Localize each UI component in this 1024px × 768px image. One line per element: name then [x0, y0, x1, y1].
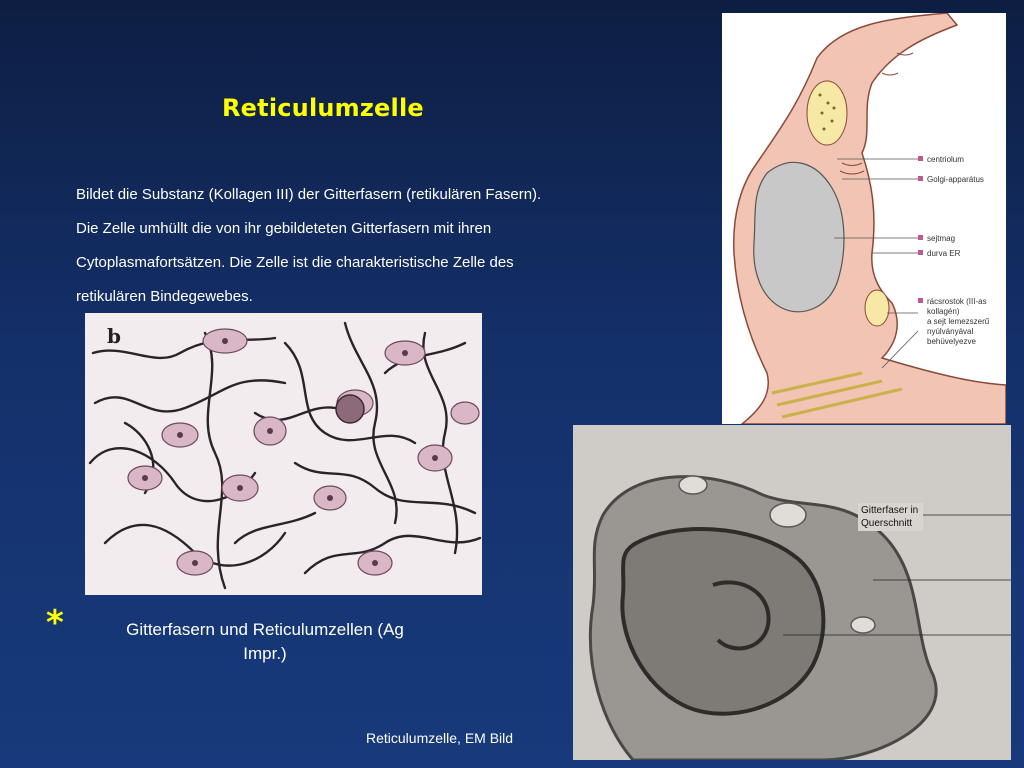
panel-letter: b: [107, 324, 121, 348]
em-micrograph-drawing: [573, 425, 1011, 760]
label-fibers-2: kollagén): [927, 307, 960, 316]
label-centriolum: centriolum: [927, 155, 964, 164]
bullet-star: *: [46, 603, 64, 643]
light-micrograph-caption: [110, 618, 420, 666]
slide-description: [76, 178, 636, 314]
caption-line-2: Impr.): [243, 644, 287, 663]
light-micrograph-image: [85, 313, 482, 595]
label-golgi: Golgi-apparátus: [927, 175, 984, 184]
description-line-3: Cytoplasmafortsätzen. Die Zelle ist die charakteristische Zelle des: [76, 254, 514, 271]
label-fibers-3: a sejt lemezszerű: [927, 317, 990, 326]
diagram-drawing: [722, 13, 1006, 424]
label-er: durva ER: [927, 249, 961, 258]
caption-line-1: Gitterfasern und Reticulumzellen (Ag: [126, 620, 404, 639]
label-fibers-5: behüvelyezve: [927, 337, 976, 346]
em-label-line-1: Gitterfaser in: [861, 505, 919, 516]
reticular-cell-diagram: [722, 13, 1006, 424]
light-micrograph-drawing: [85, 313, 482, 595]
label-fibers-1: rácsrostok (III-as: [927, 297, 987, 306]
label-nucleus: sejtmag: [927, 234, 956, 243]
em-micrograph-image: [573, 425, 1011, 760]
nucleus: [754, 162, 844, 311]
slide-title: Reticulumzelle: [222, 94, 424, 122]
description-line-4: retikulären Bindegewebes.: [76, 288, 253, 305]
description-line-2: Die Zelle umhüllt die von ihr gebildeteten Gitterfasern mit ihren: [76, 220, 492, 237]
em-caption: Reticulumzelle, EM Bild: [366, 730, 514, 746]
em-label-line-2: Querschnitt: [861, 518, 913, 529]
description-line-1: Bildet die Substanz (Kollagen III) der Gitterfasern (retikulären Fasern).: [76, 186, 542, 203]
label-fibers-4: nyúlványával: [927, 327, 974, 336]
